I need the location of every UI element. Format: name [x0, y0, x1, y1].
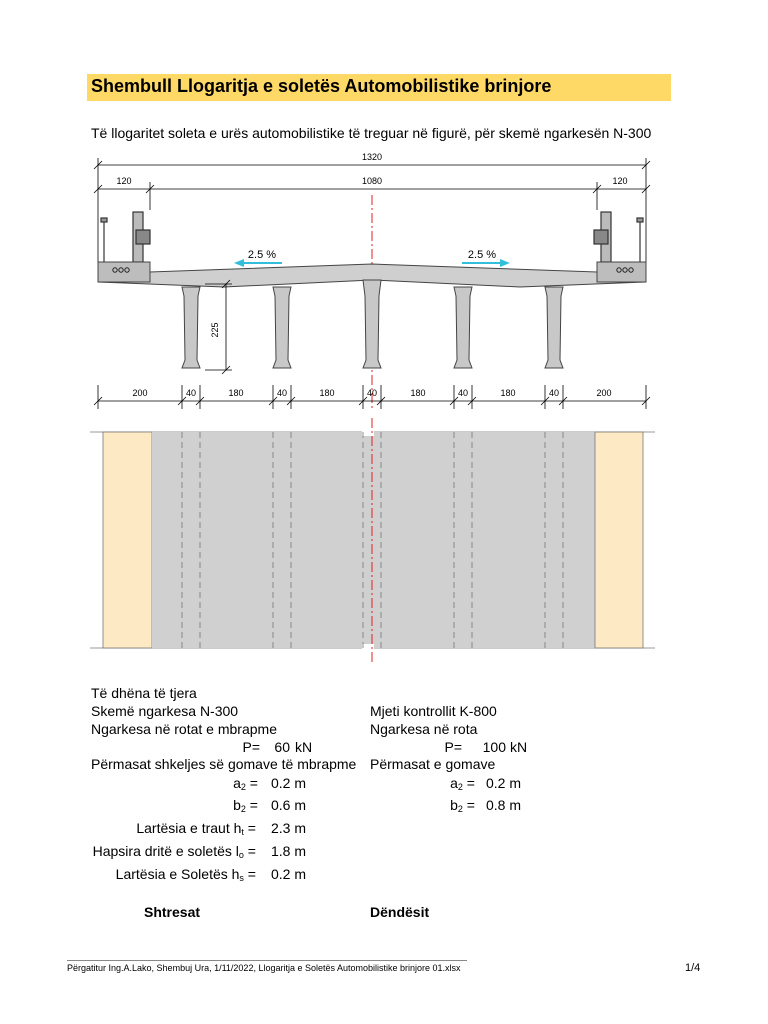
plan-view — [90, 418, 655, 664]
left-a2-value: 0.2 m — [271, 775, 307, 791]
right-p-label: P= — [444, 739, 462, 755]
dim-height: 225 — [210, 322, 220, 338]
dim-b-9: 40 — [548, 388, 560, 398]
dim-b-4: 180 — [319, 388, 335, 398]
right-b2-value: 0.8 m — [486, 797, 522, 813]
left-load-label: Ngarkesa në rotat e mbrapme — [91, 721, 277, 737]
right-p-value: 100 — [482, 739, 506, 755]
dim-road: 1080 — [361, 176, 383, 186]
beam-height-label: Lartësia e traut $h_t$ = — [136, 820, 256, 837]
left-a2-label: $a_2$ = — [233, 775, 258, 792]
slab-label: Lartësia e Soletës $h_s$ = — [115, 866, 256, 883]
right-railing — [594, 212, 643, 262]
dim-b-3: 40 — [276, 388, 288, 398]
left-railing — [101, 212, 150, 262]
intro-text: Të llogaritet soleta e urës automobilistike të treguar në figurë, për skemë ngarkesën N-300 — [91, 125, 652, 141]
right-b2-label: $b_2$ = — [450, 797, 475, 814]
page-number: 1/4 — [685, 962, 701, 974]
dim-b-1: 40 — [185, 388, 197, 398]
right-a2-value: 0.2 m — [486, 775, 522, 791]
slope-left-label: 2.5 % — [247, 249, 277, 261]
left-p-value: 60 — [274, 739, 290, 755]
dim-b-8: 180 — [500, 388, 516, 398]
right-curb — [597, 262, 646, 282]
dim-b-10: 200 — [596, 388, 612, 398]
left-curb — [98, 262, 150, 282]
footer-divider — [67, 960, 467, 961]
dim-b-7: 40 — [457, 388, 469, 398]
footer-text: Përgatitur Ing.A.Lako, Shembuj Ura, 1/11/2022, Llogaritja e Soletës Automobilistike brinjore 01.xlsx — [67, 963, 461, 973]
left-p-label: P= — [242, 739, 260, 755]
right-load-label: Ngarkesa në rota — [370, 721, 478, 737]
left-scheme: Skemë ngarkesa N-300 — [91, 703, 239, 719]
beam-height-value: 2.3 m — [271, 820, 307, 836]
dim-total: 1320 — [361, 152, 383, 162]
page-title: Shembull Llogaritja e soletës Automobilistike brinjore — [91, 76, 552, 96]
dim-b-2: 180 — [228, 388, 244, 398]
left-b2-value: 0.6 m — [271, 797, 307, 813]
right-a2-label: $a_2$ = — [450, 775, 475, 792]
span-label: Hapsira dritë e soletës $l_o$ = — [92, 843, 256, 860]
right-dims-label: Përmasat e gomave — [370, 756, 496, 772]
plan-right-sidewalk — [595, 432, 643, 648]
slope-right-label: 2.5 % — [467, 249, 497, 261]
dim-b-5: 40 — [366, 388, 378, 398]
right-scheme: Mjeti kontrollit K-800 — [370, 703, 497, 719]
left-dims-label: Përmasat shkeljes së gomave të mbrapme — [91, 756, 357, 772]
section-densities: Dëndësit — [370, 904, 430, 920]
dim-left-sidewalk: 120 — [116, 176, 132, 186]
plan-road — [152, 432, 595, 648]
bridge-drawing — [90, 150, 660, 670]
span-value: 1.8 m — [271, 843, 307, 859]
dim-right-sidewalk: 120 — [612, 176, 628, 186]
plan-left-sidewalk — [103, 432, 152, 648]
dim-b-0: 200 — [132, 388, 148, 398]
left-b2-label: $b_2$ = — [233, 797, 258, 814]
girders — [182, 280, 563, 368]
section-layers: Shtresat — [144, 904, 201, 920]
dim-b-6: 180 — [410, 388, 426, 398]
right-p-unit: kN — [510, 739, 528, 755]
slab-value: 0.2 m — [271, 866, 307, 882]
left-p-unit: kN — [295, 739, 313, 755]
data-heading: Të dhëna të tjera — [91, 685, 197, 701]
